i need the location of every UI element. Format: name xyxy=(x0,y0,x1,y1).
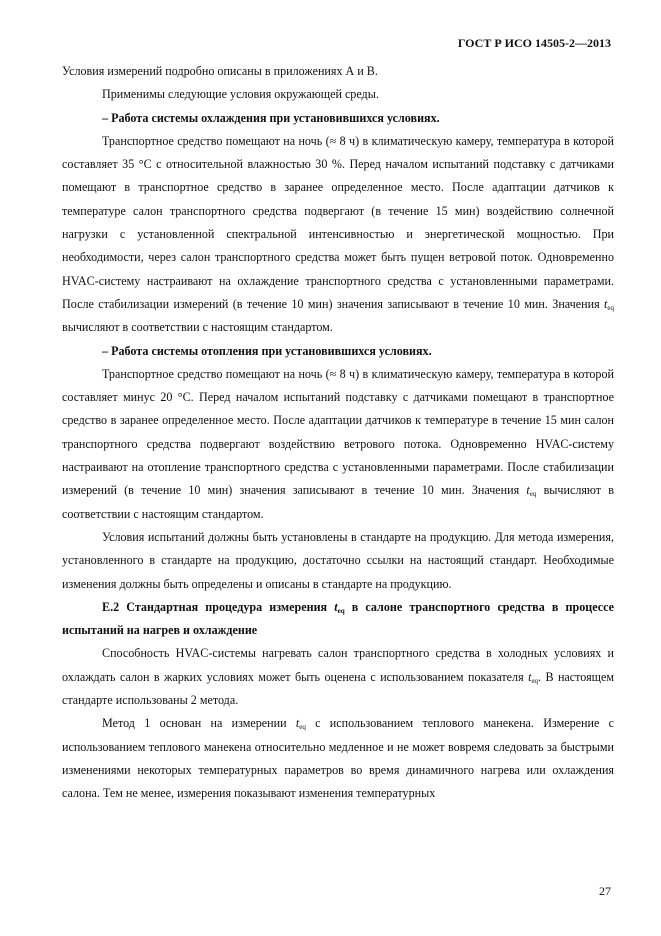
paragraph: Применимы следующие условия окружающей среды. xyxy=(102,87,379,102)
paragraph: Условия испытаний должны быть установлены в стандарте на продукцию. Для метода измерения, установленного в стандарте на продукцию, достаточно ссылки на настоящий стандарт. Необходимые изменения должны быть определены и описаны в стандарте на продукцию. xyxy=(62,529,614,591)
paragraph xyxy=(62,130,614,340)
text-run: Транспортное средство помещают на ночь (≈ 8 ч) в климатическую камеру, температура в которой составляет минус 20 °С. Перед началом испытаний подставку с датчиками помещают в транспортное средство в заранее определенное место. После адаптации датчиков к температуре в течение 15 мин салон транспортного средства подвергают воздействию ветрового потока. Одновременно HVAC-систему настраивают на отопление транспортного средства с установленными параметрами. После стабилизации измерений (в течение 10 мин) значения записывают в течение 10 мин. Значения xyxy=(62,366,614,498)
paragraph: Условия измерений подробно описаны в приложениях А и В. xyxy=(62,64,378,78)
heading-dash: – xyxy=(102,343,109,358)
text-run: . В настоящем стандарте использованы 2 метода. xyxy=(62,669,614,708)
subscript: eq xyxy=(531,676,539,685)
heading-text: Работа системы отопления при установившихся условиях. xyxy=(111,343,432,358)
variable: t xyxy=(295,716,300,731)
paragraph xyxy=(62,363,614,526)
heading-text: в салоне транспортного средства в процессе испытаний на нагрев и охлаждение xyxy=(62,599,615,638)
heading-dash: – xyxy=(102,110,109,125)
section-heading-e2 xyxy=(62,596,614,643)
subscript: eq xyxy=(299,723,306,732)
text-run: вычисляют в соответствии с настоящим стандартом. xyxy=(62,483,614,521)
page-number: 27 xyxy=(599,884,611,898)
text-run: с использованием теплового манекена. Измерение с использованием теплового манекена относительно медленное и не может вовремя следовать за быстрыми изменениями некоторых температурных параметров во время динамичного нагрева или охлаждения салона. Тем не менее, измерения показывают изменения температурных xyxy=(62,716,614,801)
text-run: вычисляют в соответствии с настоящим стандартом. xyxy=(62,320,333,335)
text-run: Способность HVAC-системы нагревать салон транспортного средства в холодных условиях и охлаждать салон в жарких условиях может быть оценена с использованием показателя xyxy=(62,646,614,684)
text-run: Метод 1 основан на измерении xyxy=(102,716,296,731)
document-header: ГОСТ Р ИСО 14505-2—2013 xyxy=(457,36,611,50)
subscript: eq xyxy=(529,490,537,499)
paragraph xyxy=(62,642,614,712)
section-heading-heating xyxy=(62,340,614,363)
subscript: eq xyxy=(337,606,345,615)
section-heading-cooling xyxy=(62,107,614,130)
variable: t xyxy=(526,483,530,498)
paragraph xyxy=(62,712,614,805)
variable: t xyxy=(604,296,608,311)
subscript: eq xyxy=(607,303,614,312)
heading-text: Работа системы охлаждения при установившихся условиях. xyxy=(111,110,440,125)
variable: t xyxy=(528,669,532,684)
variable: t xyxy=(334,599,338,614)
document-body xyxy=(62,60,614,806)
text-run: Транспортное средство помещают на ночь (≈ 8 ч) в климатическую камеру, температура в которой составляет 35 °С с относительной влажностью 30 %. Перед началом испытаний подставку с датчиками помещают в транспортное средство в заранее определенное место. После адаптации датчиков к температуре салон транспортного средства подвергают (в течение 15 мин) воздействию солнечной нагрузки с установленной спектральной интенсивностью и энергетической мощностью. При необходимости, через салон транспортного средства может быть пущен ветровой поток. Одновременно HVAC-систему настраивают на охлаждение транспортного средства с установленными параметрами. После стабилизации измерений (в течение 10 мин) значения записывают в течение 10 мин. Значения xyxy=(62,133,614,311)
heading-text: Е.2 Стандартная процедура измерения xyxy=(102,599,335,614)
